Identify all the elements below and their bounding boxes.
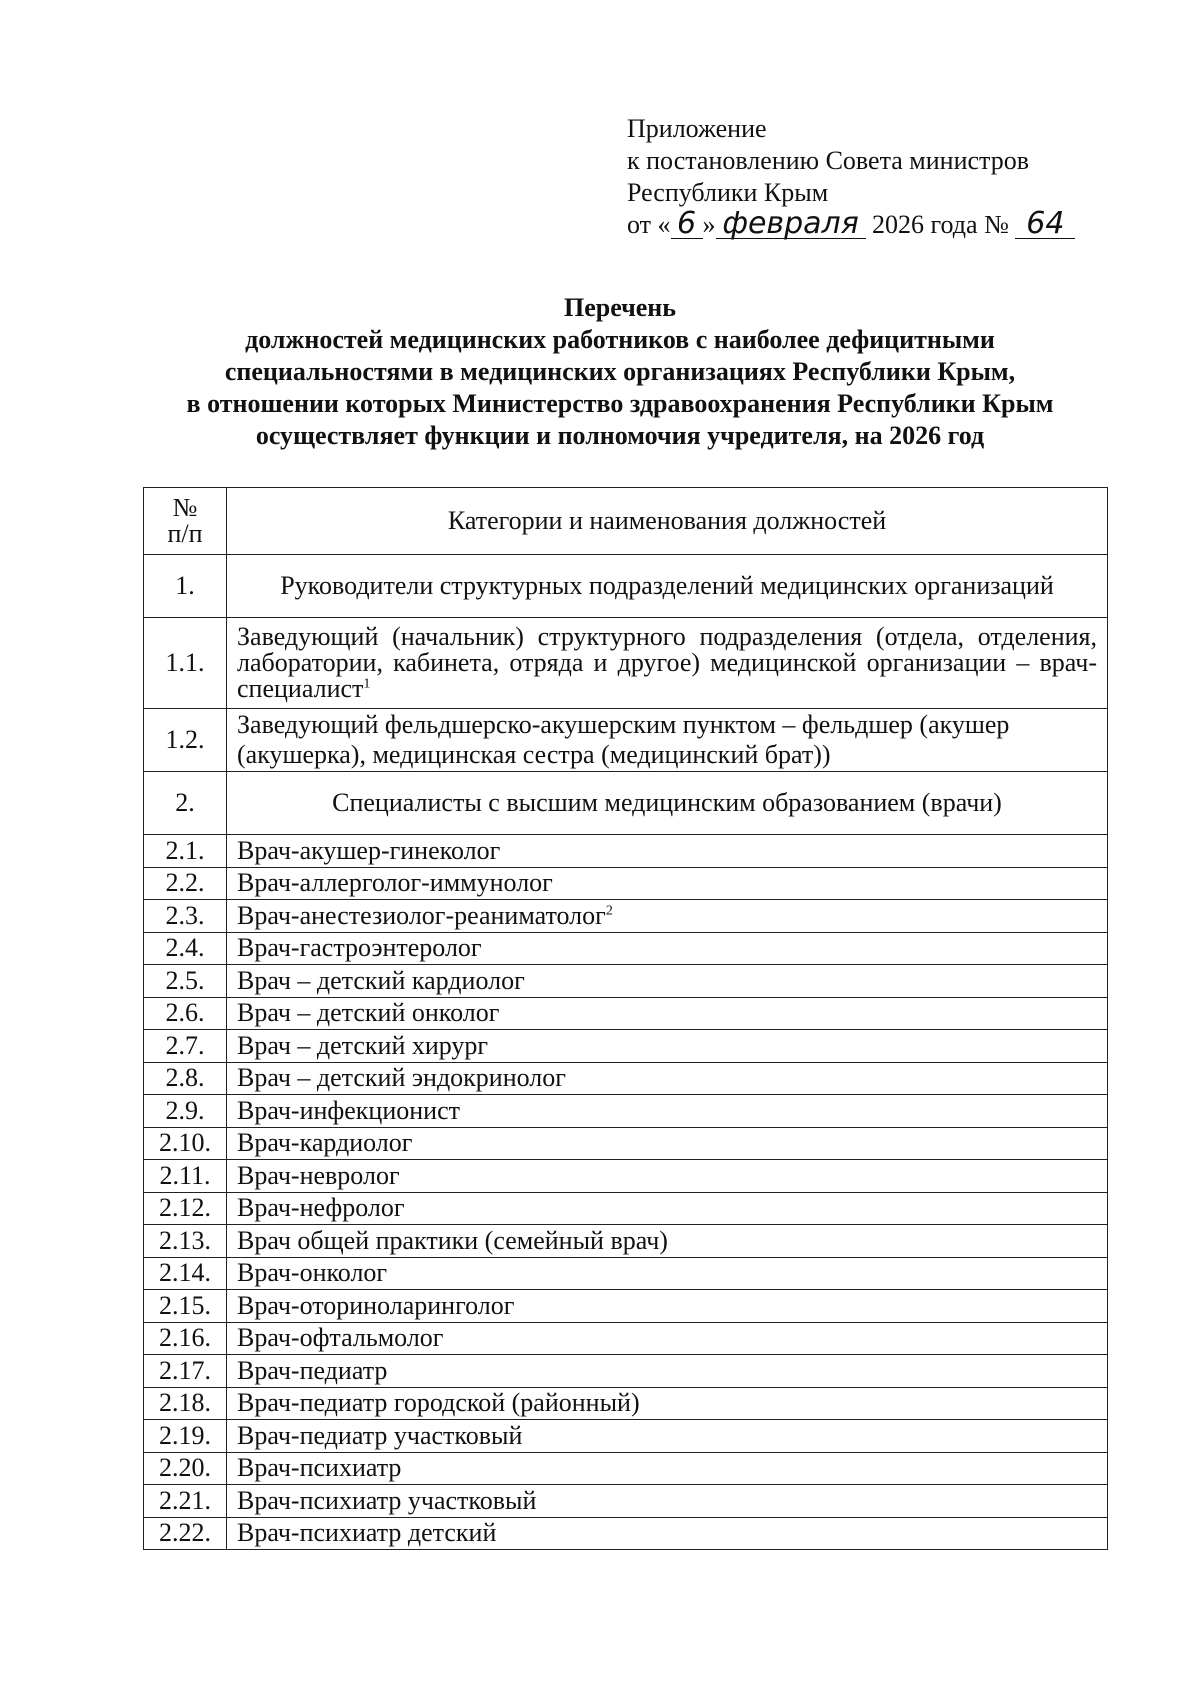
appendix-resolution: к постановлению Совета министров — [627, 146, 1029, 175]
table-row — [144, 835, 1108, 868]
row-name-cell — [227, 1517, 1108, 1550]
handwritten-day: 6 — [671, 210, 703, 239]
row-name: Врач-анестезиолог-реаниматолог — [237, 900, 606, 930]
row-name: Врач-кардиолог — [237, 1128, 413, 1158]
table-row — [144, 618, 1108, 709]
table-row — [144, 997, 1108, 1030]
table-row — [144, 867, 1108, 900]
row-name: Врач-оториноларинголог — [237, 1290, 515, 1320]
table-row — [144, 1420, 1108, 1453]
table-row — [144, 900, 1108, 933]
row-name: Врач-педиатр городской (районный) — [237, 1388, 640, 1418]
row-number: 2.15. — [144, 1290, 227, 1323]
row-number: 1.2. — [144, 709, 227, 772]
row-number: 2.20. — [144, 1452, 227, 1485]
year-text: 2026 года № — [872, 210, 1009, 239]
row-name: Врач – детский хирург — [237, 1030, 489, 1060]
row-number: 2.5. — [144, 965, 227, 998]
row-name: Врач-гастроэнтеролог — [237, 933, 482, 963]
title-line-2: специальностями в медицинских организациях Республики Крым, — [224, 357, 1016, 386]
row-name-cell — [227, 1420, 1108, 1453]
title-line-1: должностей медицинских работников с наиболее дефицитными — [245, 325, 995, 354]
row-number: 2.18. — [144, 1387, 227, 1420]
row-name-cell — [227, 1127, 1108, 1160]
row-name-cell — [227, 1290, 1108, 1323]
row-number: 2.17. — [144, 1355, 227, 1388]
row-name-cell — [227, 1355, 1108, 1388]
table-row — [144, 1485, 1108, 1518]
row-name: Заведующий (начальник) структурного подразделения (отдела, отделения, лаборатории, кабинета, отряда и другое) медицинской организации – врач-специалист — [237, 622, 1097, 703]
row-name-cell — [227, 997, 1108, 1030]
row-name-cell — [227, 932, 1108, 965]
row-name: Врач-педиатр участковый — [237, 1420, 523, 1450]
header-number — [144, 488, 227, 555]
row-number: 2.11. — [144, 1160, 227, 1193]
row-number: 2.1. — [144, 835, 227, 868]
row-number: 2.3. — [144, 900, 227, 933]
table-row — [144, 1387, 1108, 1420]
row-name-cell — [227, 1387, 1108, 1420]
row-number: 2.2. — [144, 867, 227, 900]
row-name-cell — [227, 709, 1108, 772]
row-number: 2.12. — [144, 1192, 227, 1225]
row-number: 1.1. — [144, 618, 227, 709]
row-number: 2.9. — [144, 1095, 227, 1128]
row-number: 2.22. — [144, 1517, 227, 1550]
header-number-abbr: п/п — [167, 519, 203, 548]
row-name-cell — [227, 772, 1108, 835]
table-row — [144, 1322, 1108, 1355]
section-row — [144, 772, 1108, 835]
table-row — [144, 1062, 1108, 1095]
row-name-cell — [227, 555, 1108, 618]
row-name: Врач общей практики (семейный врач) — [237, 1225, 668, 1255]
row-number: 2.13. — [144, 1225, 227, 1258]
row-name-cell — [227, 1030, 1108, 1063]
row-number: 2.10. — [144, 1127, 227, 1160]
row-name: Врач-педиатр — [237, 1355, 388, 1385]
positions-table — [143, 487, 1108, 1550]
table-row — [144, 1517, 1108, 1550]
handwritten-month: февраля — [716, 210, 866, 239]
table-row — [144, 965, 1108, 998]
row-name: Врач – детский кардиолог — [237, 965, 525, 995]
title-heading: Перечень — [563, 293, 677, 322]
date-mid: » — [702, 210, 716, 239]
header-number-sign: № — [172, 493, 198, 522]
table-row — [144, 1160, 1108, 1193]
row-name: Врач-психиатр детский — [237, 1518, 497, 1548]
row-name-cell — [227, 618, 1108, 709]
table-row — [144, 1225, 1108, 1258]
title-line-4: осуществляет функции и полномочия учредителя, на 2026 год — [255, 421, 985, 450]
table-row — [144, 1290, 1108, 1323]
row-name: Врач-психиатр участковый — [237, 1485, 537, 1515]
handwritten-number: 64 — [1015, 210, 1075, 239]
table-row — [144, 709, 1108, 772]
row-name: Врач-аллерголог-иммунолог — [237, 868, 553, 898]
date-prefix: от « — [627, 210, 671, 239]
row-number: 2.4. — [144, 932, 227, 965]
appendix-block — [627, 113, 1075, 241]
footnote-marker: 1 — [363, 676, 371, 692]
row-name-cell — [227, 1192, 1108, 1225]
row-name: Врач-нефролог — [237, 1193, 405, 1223]
row-name-cell — [227, 1485, 1108, 1518]
table-row — [144, 932, 1108, 965]
row-name-cell — [227, 965, 1108, 998]
table-row — [144, 1095, 1108, 1128]
table-row — [144, 1127, 1108, 1160]
row-number: 2. — [144, 772, 227, 835]
row-name: Врач – детский онколог — [237, 998, 500, 1028]
section-row — [144, 555, 1108, 618]
row-name: Врач-психиатр — [237, 1453, 402, 1483]
row-name-cell — [227, 1160, 1108, 1193]
row-name: Врач-акушер-гинеколог — [237, 835, 501, 865]
row-name: Специалисты с высшим медицинским образованием (врачи) — [332, 788, 1002, 817]
row-number: 2.21. — [144, 1485, 227, 1518]
header-name: Категории и наименования должностей — [227, 488, 1108, 555]
table-row — [144, 1192, 1108, 1225]
row-number: 2.14. — [144, 1257, 227, 1290]
row-number: 1. — [144, 555, 227, 618]
row-name-cell — [227, 867, 1108, 900]
footnote-marker: 2 — [605, 903, 613, 919]
row-name: Врач – детский эндокринолог — [237, 1063, 566, 1093]
row-name-cell — [227, 1095, 1108, 1128]
row-name: Врач-инфекционист — [237, 1095, 460, 1125]
table-row — [144, 1257, 1108, 1290]
row-name-cell — [227, 900, 1108, 933]
row-name-cell — [227, 1257, 1108, 1290]
row-number: 2.8. — [144, 1062, 227, 1095]
row-number: 2.16. — [144, 1322, 227, 1355]
appendix-date-line — [627, 206, 1075, 241]
row-name: Врач-офтальмолог — [237, 1323, 444, 1353]
row-name-cell — [227, 1452, 1108, 1485]
table-row — [144, 1355, 1108, 1388]
row-number: 2.7. — [144, 1030, 227, 1063]
document-title — [130, 292, 1110, 452]
appendix-title: Приложение — [627, 114, 767, 143]
row-name-cell — [227, 835, 1108, 868]
row-number: 2.6. — [144, 997, 227, 1030]
row-name: Врач-онколог — [237, 1258, 388, 1288]
appendix-republic: Республики Крым — [627, 178, 829, 207]
row-name-cell — [227, 1322, 1108, 1355]
row-name: Заведующий фельдшерско-акушерским пунктом – фельдшер (акушер (акушерка), медицинская сестра (медицинский брат)) — [237, 710, 1010, 769]
title-line-3: в отношении которых Министерство здравоохранения Республики Крым — [186, 389, 1054, 418]
table-row — [144, 1030, 1108, 1063]
row-name: Врач-невролог — [237, 1160, 400, 1190]
row-name: Руководители структурных подразделений медицинских организаций — [280, 571, 1054, 600]
row-name-cell — [227, 1225, 1108, 1258]
row-number: 2.19. — [144, 1420, 227, 1453]
table-row — [144, 1452, 1108, 1485]
row-name-cell — [227, 1062, 1108, 1095]
table-header-row — [144, 488, 1108, 555]
